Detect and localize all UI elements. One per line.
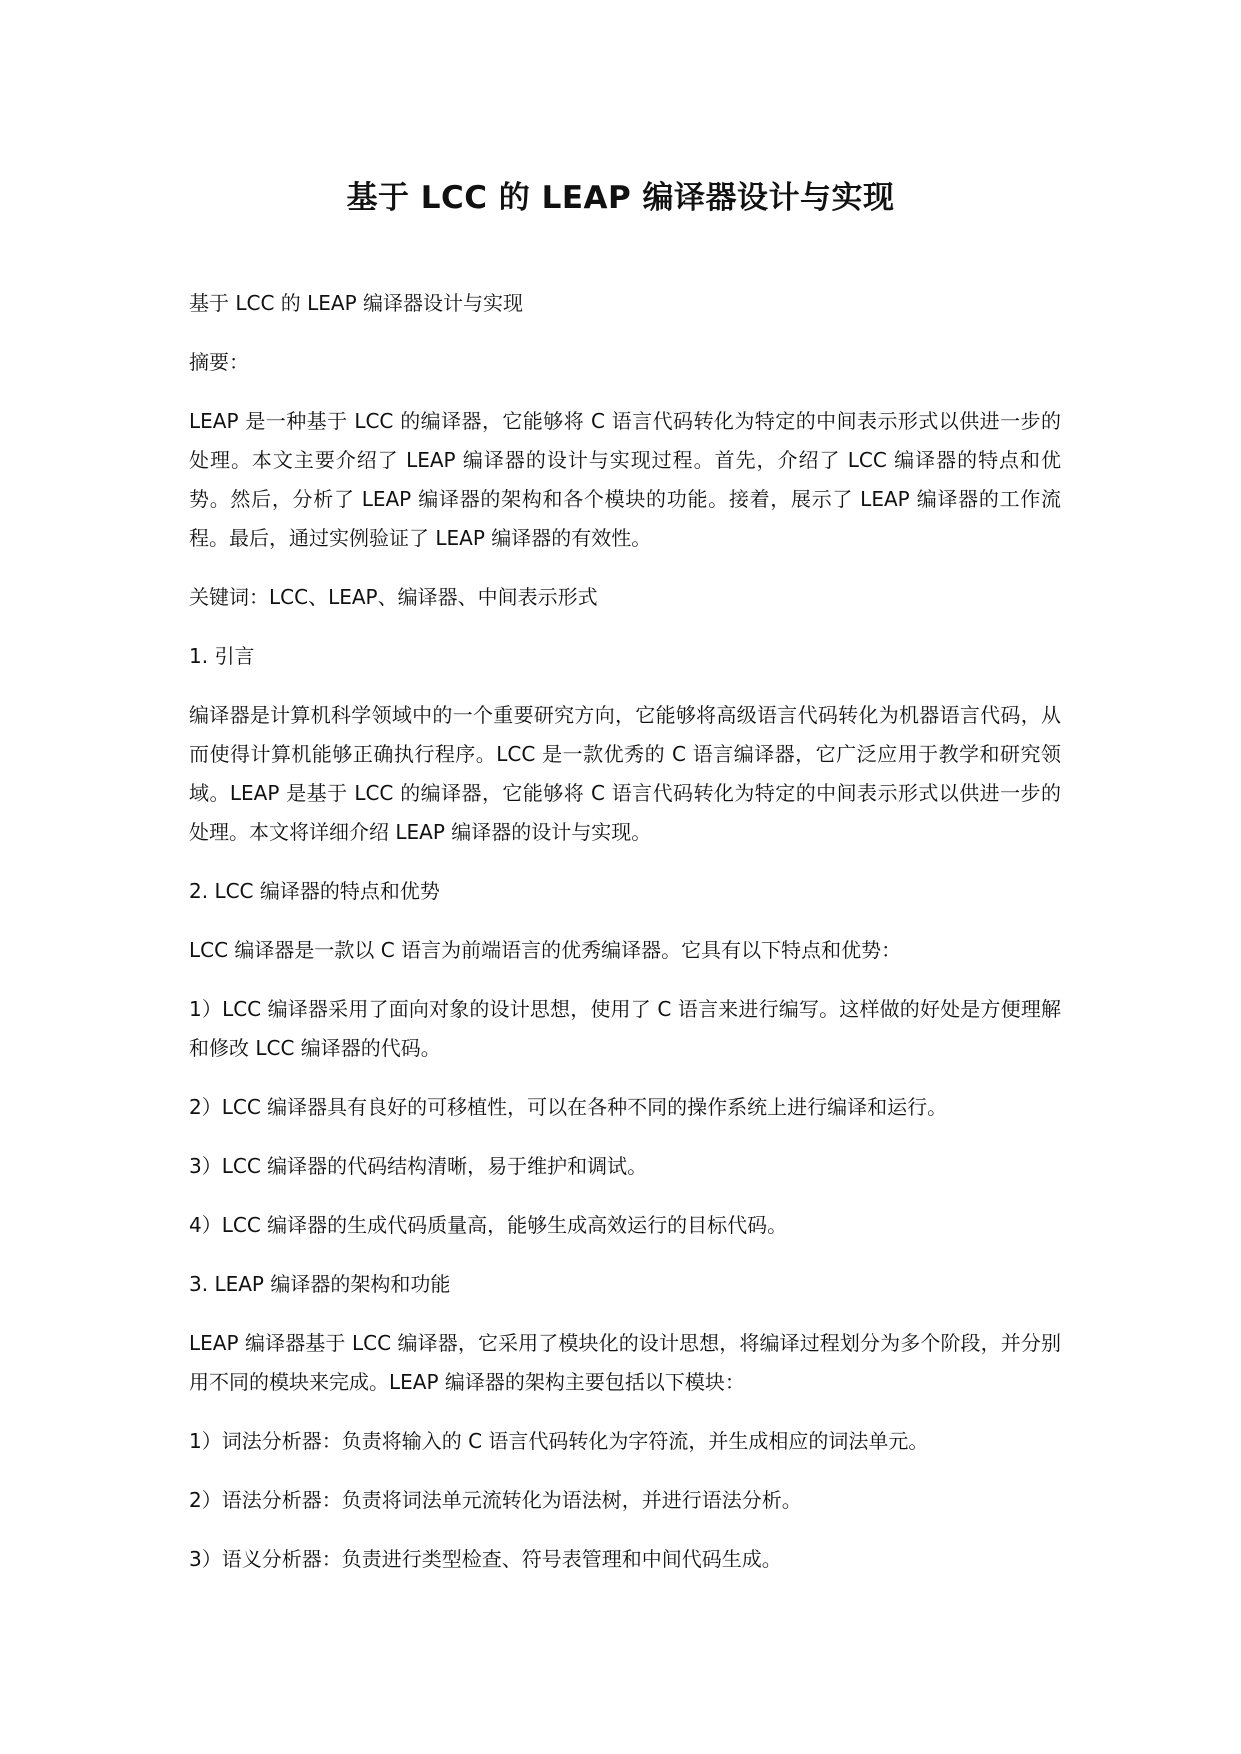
abstract-heading: 摘要： <box>189 350 249 374</box>
leap-module-item: 3）语义分析器：负责进行类型检查、符号表管理和中间代码生成。 <box>189 1547 782 1571</box>
introduction-text: 编译器是计算机科学领域中的一个重要研究方向，它能够将高级语言代码转化为机器语言代码，从而使得计算机能够正确执行程序。LCC 是一款优秀的 C 语言编译器，它广泛应用于教学和研究领域。LEAP 是基于 LCC 的编译器，它能够将 C 语言代码转化为特定的中间表示形式以供进一步的处理。本文将详细介绍 LEAP 编译器的设计与实现。 <box>189 703 1061 844</box>
section-heading-leap-architecture: 3. LEAP 编译器的架构和功能 <box>189 1272 451 1296</box>
document-body <box>189 284 1061 1599</box>
document-title: 基于 LCC 的 LEAP 编译器设计与实现 <box>346 180 895 216</box>
section-heading-introduction: 1. 引言 <box>189 644 255 668</box>
leap-module-item: 1）词法分析器：负责将输入的 C 语言代码转化为字符流，并生成相应的词法单元。 <box>189 1429 929 1453</box>
leap-architecture-intro: LEAP 编译器基于 LCC 编译器，它采用了模块化的设计思想，将编译过程划分为多个阶段，并分别用不同的模块来完成。LEAP 编译器的架构主要包括以下模块： <box>189 1331 1061 1394</box>
subtitle-line: 基于 LCC 的 LEAP 编译器设计与实现 <box>189 291 524 315</box>
abstract-text: LEAP 是一种基于 LCC 的编译器，它能够将 C 语言代码转化为特定的中间表示形式以供进一步的处理。本文主要介绍了 LEAP 编译器的设计与实现过程。首先，介绍了 LCC 编译器的特点和优势。然后，分析了 LEAP 编译器的架构和各个模块的功能。接着，展示了 LEAP 编译器的工作流程。最后，通过实例验证了 LEAP 编译器的有效性。 <box>189 409 1061 550</box>
lcc-feature-item: 1）LCC 编译器采用了面向对象的设计思想，使用了 C 语言来进行编写。这样做的好处是方便理解和修改 LCC 编译器的代码。 <box>189 997 1061 1060</box>
lcc-feature-item: 2）LCC 编译器具有良好的可移植性，可以在各种不同的操作系统上进行编译和运行。 <box>189 1095 948 1119</box>
lcc-features-intro: LCC 编译器是一款以 C 语言为前端语言的优秀编译器。它具有以下特点和优势： <box>189 938 902 962</box>
section-heading-lcc-features: 2. LCC 编译器的特点和优势 <box>189 879 440 903</box>
keywords-line: 关键词：LCC、LEAP、编译器、中间表示形式 <box>189 585 598 609</box>
lcc-feature-item: 4）LCC 编译器的生成代码质量高，能够生成高效运行的目标代码。 <box>189 1213 788 1237</box>
lcc-feature-item: 3）LCC 编译器的代码结构清晰，易于维护和调试。 <box>189 1154 648 1178</box>
leap-module-item: 2）语法分析器：负责将词法单元流转化为语法树，并进行语法分析。 <box>189 1488 802 1512</box>
